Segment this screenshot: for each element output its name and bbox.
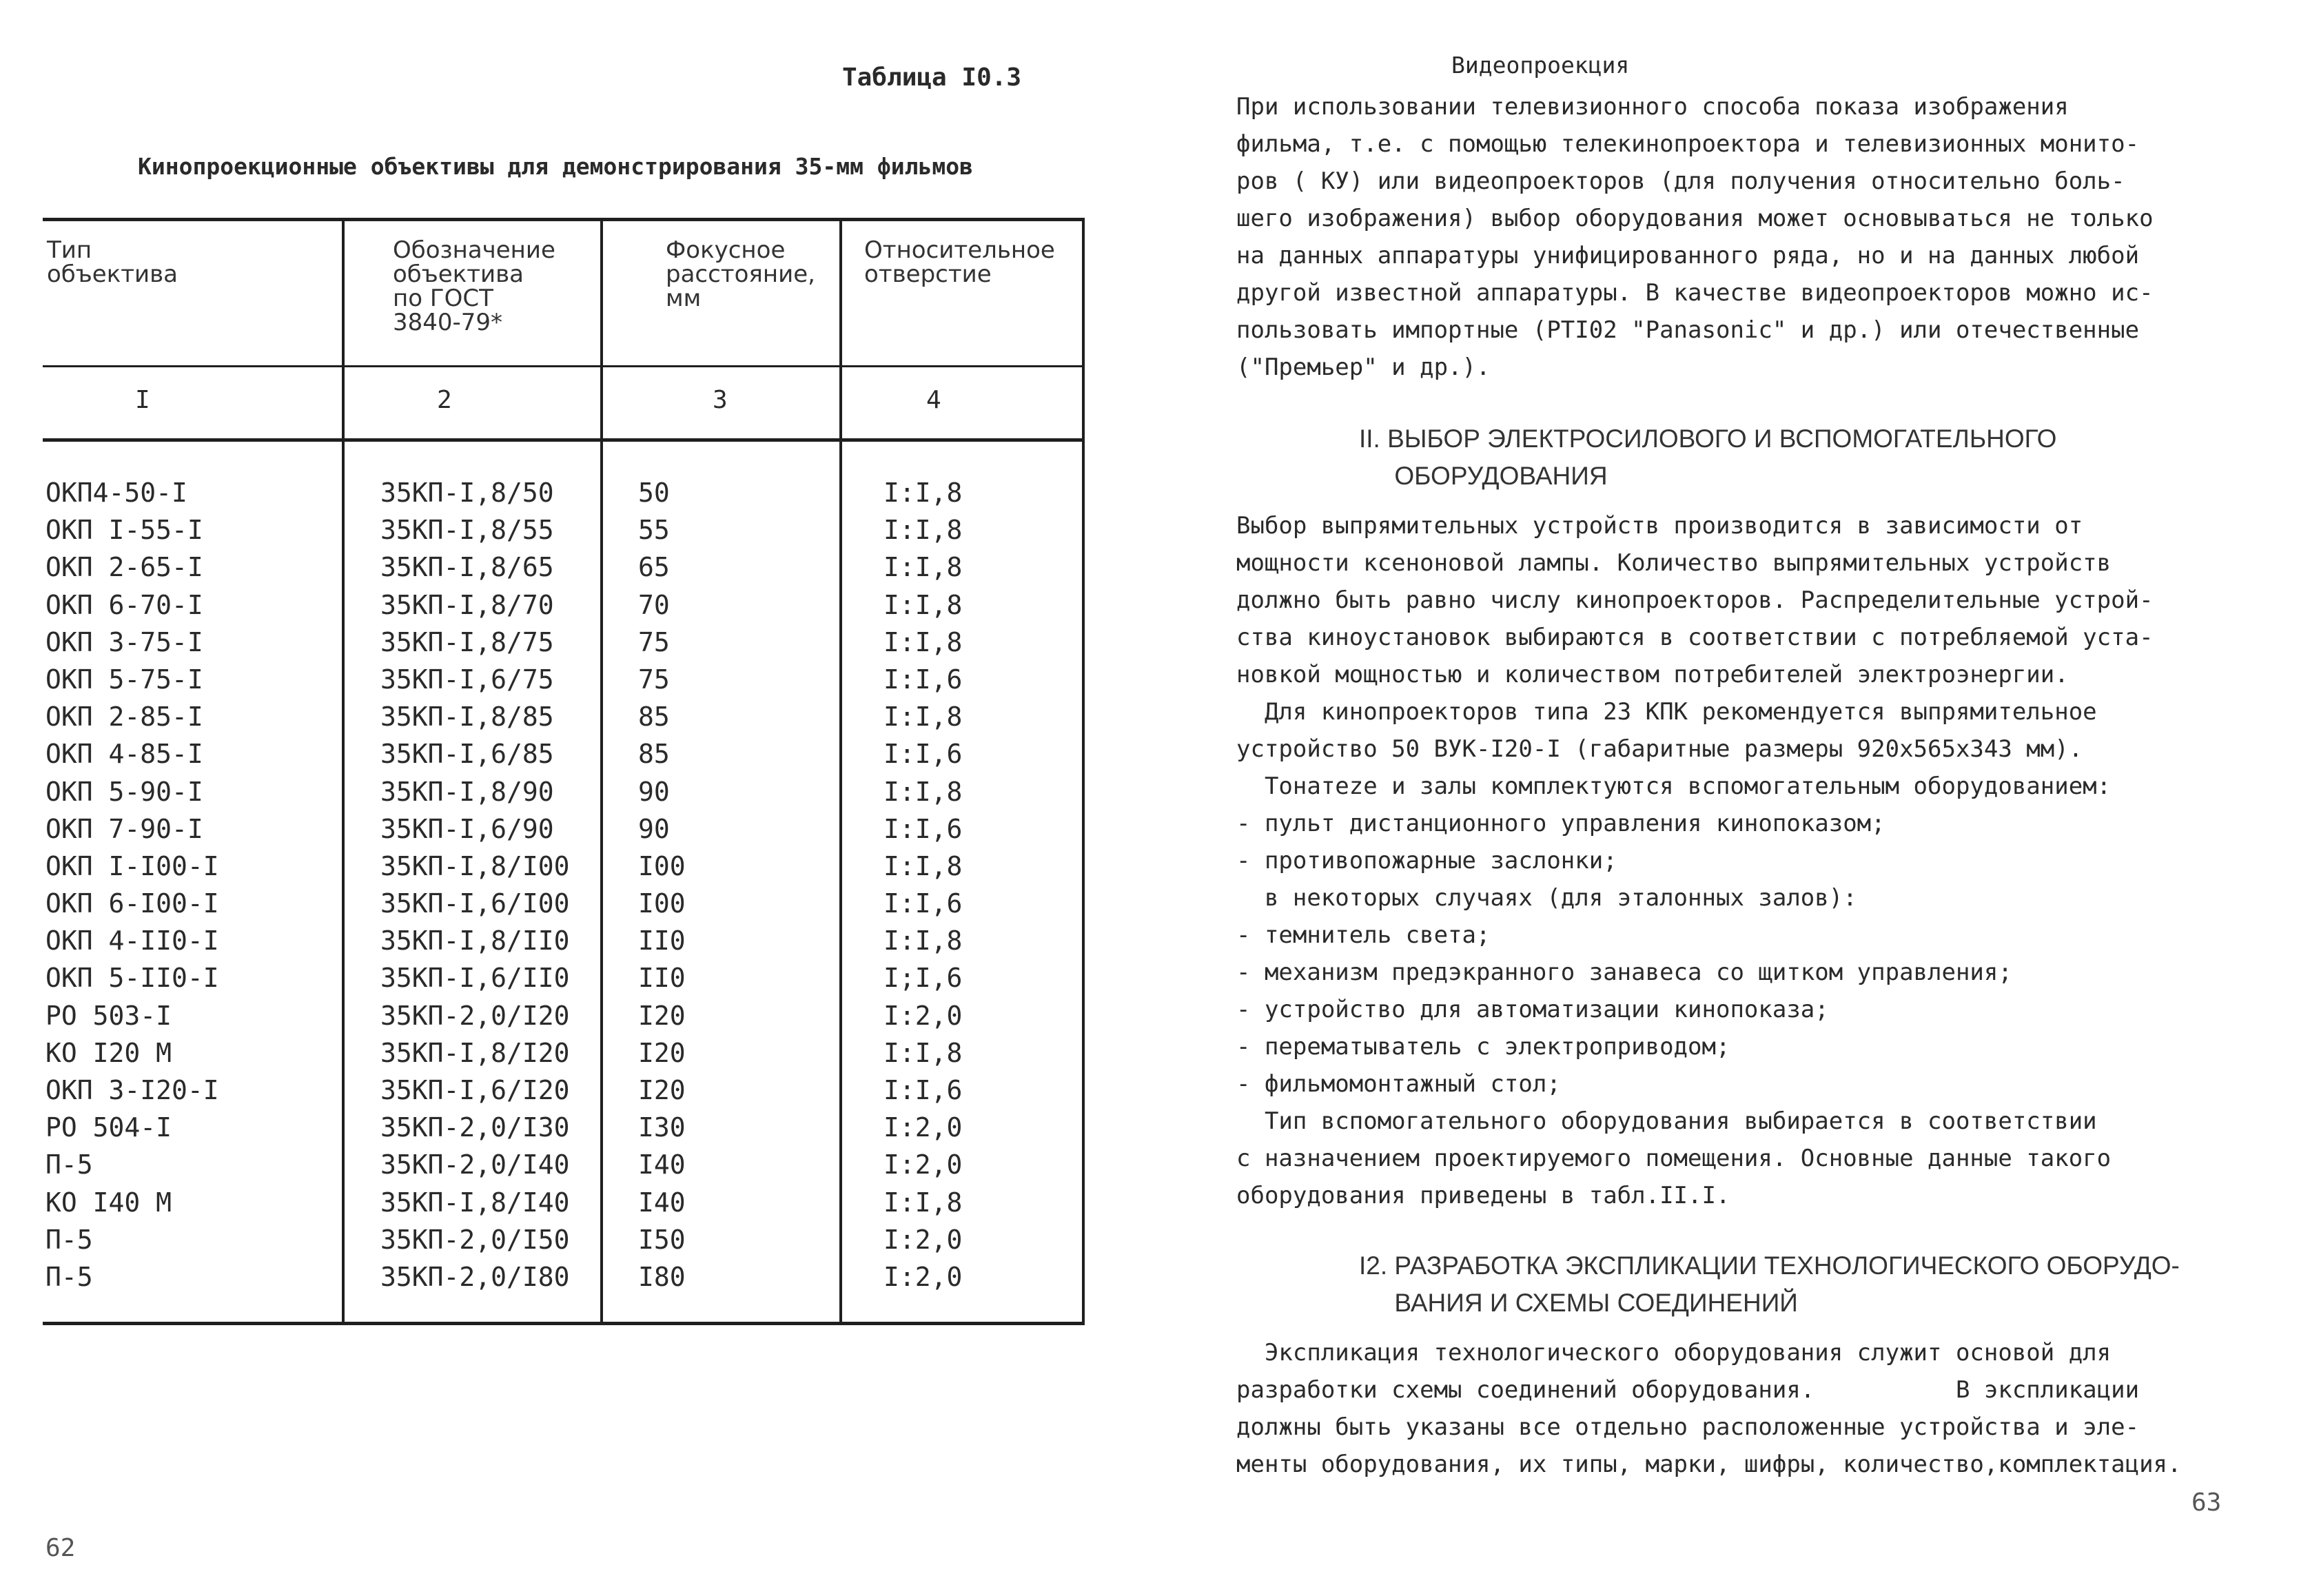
header-aperture: Относительное отверстие bbox=[864, 236, 1055, 288]
table-cell: 35КП-I,6/75 bbox=[380, 664, 554, 695]
table-cell: П-5 bbox=[45, 1149, 93, 1180]
table-cell: 35КП-I,6/I20 bbox=[380, 1075, 570, 1105]
table-cell: I:I,8 bbox=[883, 626, 963, 657]
table-bottom-rule bbox=[43, 1322, 1085, 1325]
table-cell: 75 bbox=[638, 626, 670, 657]
table-cell: 35КП-I,8/I00 bbox=[380, 850, 570, 881]
table-cell: 35КП-I,8/I40 bbox=[380, 1187, 570, 1218]
table-cell: ОКП I-55-I bbox=[45, 515, 203, 546]
table-cell: 85 bbox=[638, 702, 670, 733]
table-cell: I:I,6 bbox=[883, 813, 963, 844]
table-cell: 75 bbox=[638, 664, 670, 695]
table-cell: 90 bbox=[638, 813, 670, 844]
table-cell: I:2,0 bbox=[883, 1261, 963, 1292]
table-cell: 50 bbox=[638, 478, 670, 508]
table-cell: ОКП 4-85-I bbox=[45, 739, 203, 770]
table-cell: 35КП-I,8/85 bbox=[380, 702, 554, 733]
table-cell: 65 bbox=[638, 552, 670, 583]
page-number-left: 62 bbox=[45, 1534, 76, 1562]
column-lens-type bbox=[45, 474, 219, 1296]
table-cell: I:I,8 bbox=[883, 552, 963, 583]
table-cell: I:2,0 bbox=[883, 1149, 963, 1180]
table-cell: 35КП-I,8/65 bbox=[380, 552, 554, 583]
table-cell: РО 503-I bbox=[45, 1000, 172, 1031]
table-cell: I:I,8 bbox=[883, 515, 963, 546]
table-cell: 35КП-I,8/75 bbox=[380, 626, 554, 657]
table-cell: I:2,0 bbox=[883, 1224, 963, 1255]
table-cell: ОКП 3-I20-I bbox=[45, 1075, 219, 1105]
table-cell: I:I,8 bbox=[883, 589, 963, 620]
col-divider-2 bbox=[600, 218, 603, 1324]
column-number-1: I bbox=[135, 386, 150, 414]
table-cell: ОКП 6-I00-I bbox=[45, 888, 219, 919]
number-row-rule bbox=[43, 438, 1085, 442]
table-cell: 35КП-I,6/I00 bbox=[380, 888, 570, 919]
table-cell: II0 bbox=[638, 963, 686, 994]
table-cell: 35КП-I,6/85 bbox=[380, 739, 554, 770]
table-cell: I30 bbox=[638, 1112, 686, 1143]
table-title: Кинопроекционные объективы для демонстрирования 35-мм фильмов bbox=[138, 153, 973, 180]
table-cell: I20 bbox=[638, 1075, 686, 1105]
table-cell: ОКП 5-II0-I bbox=[45, 963, 219, 994]
table-cell: I:I,8 bbox=[883, 702, 963, 733]
table-cell: П-5 bbox=[45, 1224, 93, 1255]
table-cell: 35КП-I,8/50 bbox=[380, 478, 554, 508]
table-cell: ОКП 4-II0-I bbox=[45, 925, 219, 956]
table-cell: ОКП 7-90-I bbox=[45, 813, 203, 844]
table-cell: 35КП-2,0/I40 bbox=[380, 1149, 570, 1180]
table-cell: I:I,8 bbox=[883, 850, 963, 881]
table-cell: 70 bbox=[638, 589, 670, 620]
col-divider-1 bbox=[342, 218, 345, 1324]
table-cell: I:I,8 bbox=[883, 1187, 963, 1218]
table-cell: I:I,8 bbox=[883, 478, 963, 508]
table-cell: ОКП 2-85-I bbox=[45, 702, 203, 733]
video-paragraph: При использовании телевизионного способа показа изображения фильма, т.е. с помощью телекинопроектора и телевизионных монито- ров ( КУ) или видеопроекторов (для получения относительно боль- шего изображения) выбор оборудования может основываться не только на данных аппаратуры унифицированного ряда, но и на данных любой другой известной аппаратуры. В качестве видеопроекторов можно ис- пользовать импортные (PTI02 "Panasonic" и др.) или отечественные ("Премьер" и др.). bbox=[1236, 93, 2154, 381]
table-cell: 35КП-2,0/I20 bbox=[380, 1000, 570, 1031]
table-cell: ОКП 5-75-I bbox=[45, 664, 203, 695]
table-cell: 55 bbox=[638, 515, 670, 546]
table-cell: 35КП-2,0/I80 bbox=[380, 1261, 570, 1292]
table-cell: I:I,8 bbox=[883, 925, 963, 956]
header-lens-type: Тип объектива bbox=[47, 236, 178, 288]
table-cell: П-5 bbox=[45, 1261, 93, 1292]
table-cell: I00 bbox=[638, 850, 686, 881]
table-cell: II0 bbox=[638, 925, 686, 956]
table-cell: 35КП-I,8/I20 bbox=[380, 1037, 570, 1068]
table-cell: 35КП-I,8/70 bbox=[380, 589, 554, 620]
right-page bbox=[1172, 0, 2310, 1596]
page-number-right: 63 bbox=[2191, 1488, 2222, 1517]
table-cell: I20 bbox=[638, 1037, 686, 1068]
table-cell: I:I,8 bbox=[883, 1037, 963, 1068]
table-cell: КО I20 М bbox=[45, 1037, 172, 1068]
column-number-2: 2 bbox=[437, 386, 452, 414]
table-cell: ОКП4-50-I bbox=[45, 478, 187, 508]
table-cell: ОКП 6-70-I bbox=[45, 589, 203, 620]
section-12-text: Экспликация технологического оборудования служит основой для разработки схемы соединений оборудования. В экспликации должны быть указаны все отдельно расположенные устройства и эле- менты оборудования, их типы, марки, шифры, количество,комплектация. bbox=[1236, 1339, 2182, 1478]
table-cell: 35КП-I,6/90 bbox=[380, 813, 554, 844]
table-cell: ОКП I-I00-I bbox=[45, 850, 219, 881]
header-bottom-rule bbox=[43, 365, 1085, 367]
table-cell: I:2,0 bbox=[883, 1112, 963, 1143]
table-cell: I50 bbox=[638, 1224, 686, 1255]
column-number-3: 3 bbox=[713, 386, 728, 414]
header-focal-length: Фокусное расстояние, мм bbox=[666, 236, 815, 312]
table-top-rule bbox=[43, 218, 1085, 221]
table-cell: РО 504-I bbox=[45, 1112, 172, 1143]
table-cell: ОКП 2-65-I bbox=[45, 552, 203, 583]
table-cell: ОКП 3-75-I bbox=[45, 626, 203, 657]
table-cell: I:2,0 bbox=[883, 1000, 963, 1031]
section-11-heading: II. ВЫБОР ЭЛЕКТРОСИЛОВОГО И ВСПОМОГАТЕЛЬНОГО ОБОРУДОВАНИЯ bbox=[1359, 424, 2057, 490]
table-cell: I:I,6 bbox=[883, 739, 963, 770]
table-cell: I20 bbox=[638, 1000, 686, 1031]
table-cell: 35КП-I,6/II0 bbox=[380, 963, 570, 994]
column-focal-length bbox=[638, 474, 686, 1296]
table-cell: I:I,6 bbox=[883, 664, 963, 695]
table-cell: I;I,6 bbox=[883, 963, 963, 994]
table-cell: I80 bbox=[638, 1261, 686, 1292]
table-cell: I:I,6 bbox=[883, 888, 963, 919]
section-11-text: Выбор выпрямительных устройств производится в зависимости от мощности ксеноновой лампы. Количество выпрямительных устройств должно быть равно числу кинопроекторов. Распределительные устрой- ства киноустановок выбираются в соответствии с потребляемой уста- новкой мощностью и количеством потребителей электроэнергии. Для кинопроекторов типа 23 КПК рекомендуется выпрямительное устройство 50 ВУК-I20-I (габаритные размеры 920х565х343 мм). Тонатеzе и залы комплектуются вспомогательным оборудованием: - пульт дистанционного управления кинопоказом; - противопожарные заслонки; в некоторых случаях (для эталонных залов): - темнитель света; - механизм предэкранного занавеса со щитком управления; - устройство для автоматизации кинопоказа; - перематыватель с электроприводом; - фильмомонтажный стол; Тип вспомогательного оборудования выбирается в соответствии с назначением проектируемого помещения. Основные данные такого оборудования приведены в табл.II.I. bbox=[1236, 512, 2154, 1209]
table-cell: I:I,6 bbox=[883, 1075, 963, 1105]
column-designation bbox=[380, 474, 570, 1296]
column-number-4: 4 bbox=[926, 386, 941, 414]
section-12-heading: I2. РАЗРАБОТКА ЭКСПЛИКАЦИИ ТЕХНОЛОГИЧЕСКОГО ОБОРУДО- ВАНИЯ И СХЕМЫ СОЕДИНЕНИЙ bbox=[1359, 1251, 2180, 1317]
table-cell: 35КП-2,0/I50 bbox=[380, 1224, 570, 1255]
table-cell: I00 bbox=[638, 888, 686, 919]
header-designation: Обозначение объектива по ГОСТ 3840-79* bbox=[393, 236, 555, 336]
table-cell: 35КП-I,8/90 bbox=[380, 776, 554, 807]
table-cell: ОКП 5-90-I bbox=[45, 776, 203, 807]
table-cell: I40 bbox=[638, 1149, 686, 1180]
col-divider-3 bbox=[839, 218, 842, 1324]
column-aperture bbox=[883, 474, 962, 1296]
table-cell: КО I40 М bbox=[45, 1187, 172, 1218]
table-cell: 35КП-I,8/II0 bbox=[380, 925, 570, 956]
table-cell: 85 bbox=[638, 739, 670, 770]
section-video-title: Видеопроекция bbox=[1451, 52, 1630, 79]
left-page bbox=[0, 0, 1144, 1596]
table-cell: 35КП-2,0/I30 bbox=[380, 1112, 570, 1143]
table-cell: 90 bbox=[638, 776, 670, 807]
table-right-rule bbox=[1082, 218, 1085, 1324]
table-caption: Таблица I0.3 bbox=[842, 63, 1022, 92]
table-cell: I:I,8 bbox=[883, 776, 963, 807]
table-cell: I40 bbox=[638, 1187, 686, 1218]
table-cell: 35КП-I,8/55 bbox=[380, 515, 554, 546]
